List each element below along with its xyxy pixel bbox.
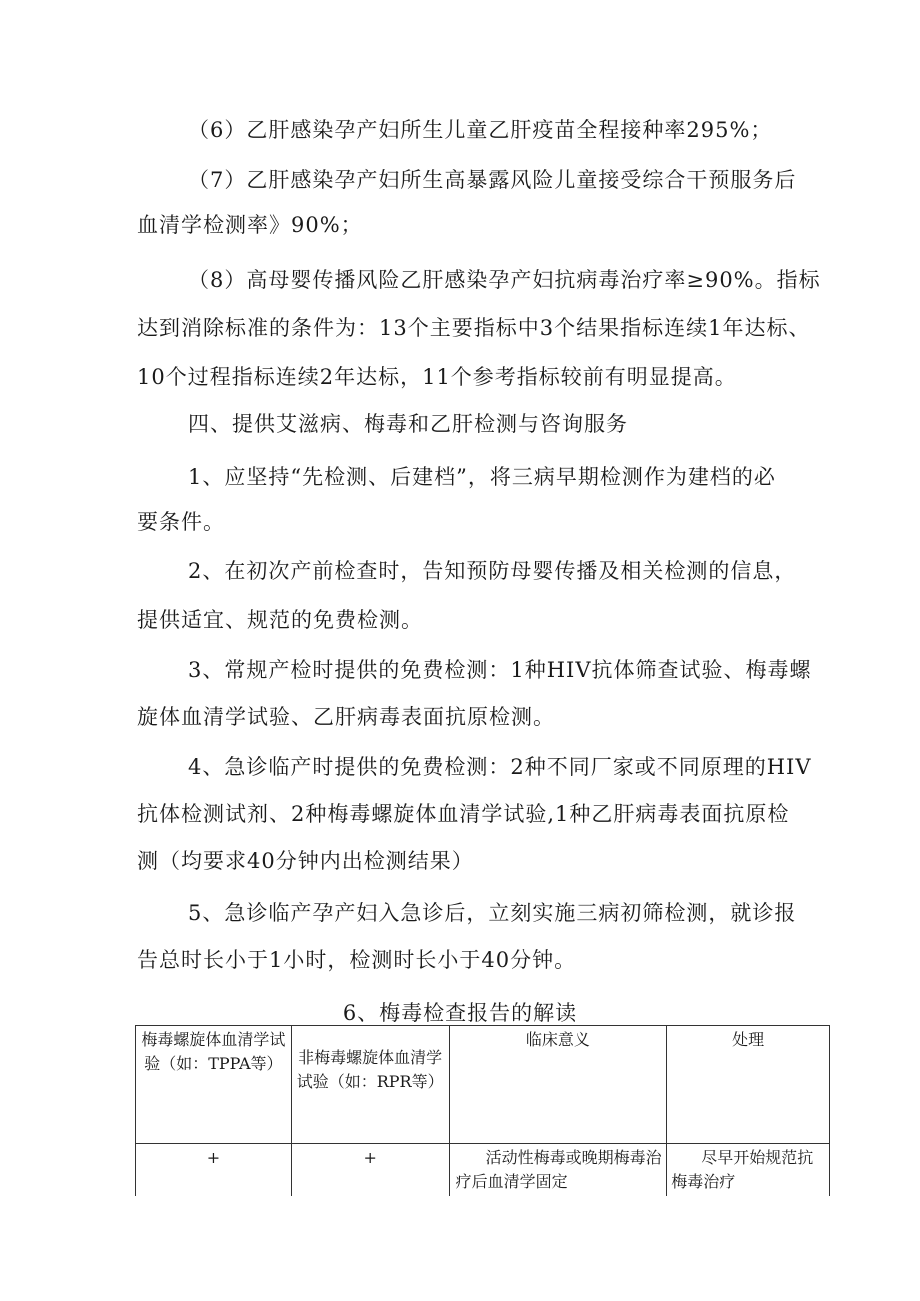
header-clinical-significance: 临床意义 <box>449 1026 667 1144</box>
item-5-line1: 5、急诊临产孕产妇入急诊后，立刻实施三病初筛检测，就诊报 <box>188 901 797 925</box>
item-4-line1: 4、急诊临产时提供的免费检测：2种不同厂家或不同原理的HIV <box>188 755 812 779</box>
paragraph-7-line1: （7）乙肝感染孕产妇所生高暴露风险儿童接受综合干预服务后 <box>188 168 797 192</box>
item-2-line1: 2、在初次产前检查时，告知预防母婴传播及相关检测的信息， <box>188 559 797 583</box>
paragraph-8-line2: 达到消除标准的条件为：13个主要指标中3个结果指标连续1年达标、 <box>137 316 811 340</box>
paragraph-6: （6）乙肝感染孕产妇所生儿童乙肝疫苗全程接种率295%； <box>188 118 773 142</box>
paragraph-8-line3: 10个过程指标连续2年达标，11个参考指标较前有明显提高。 <box>137 365 737 389</box>
cell-tp-result: + <box>136 1144 292 1197</box>
header-non-tp-test: 非梅毒螺旋体血清学试验（如：RPR等） <box>291 1026 449 1144</box>
cell-clinical-significance: 活动性梅毒或晚期梅毒治疗后血清学固定 <box>449 1144 667 1197</box>
item-4-line3: 测（均要求40分钟内出检测结果） <box>137 849 474 873</box>
item-1-line1: 1、应坚持“先检测、后建档”，将三病早期检测作为建档的必 <box>188 465 776 489</box>
item-1-line2: 要条件。 <box>137 510 225 534</box>
item-2-line2: 提供适宜、规范的免费检测。 <box>137 608 423 632</box>
item-3-line2: 旋体血清学试验、乙肝病毒表面抗原检测。 <box>137 705 555 729</box>
paragraph-7-line2: 血清学检测率》90%； <box>137 213 363 237</box>
section-heading-4: 四、提供艾滋病、梅毒和乙肝检测与咨询服务 <box>188 412 628 436</box>
item-4-line2: 抗体检测试剂、2种梅毒螺旋体血清学试验,1种乙肝病毒表面抗原检 <box>137 802 790 826</box>
syphilis-report-table <box>135 1025 830 1196</box>
item-3-line1: 3、常规产检时提供的免费检测：1种HIV抗体筛查试验、梅毒螺 <box>188 658 812 682</box>
cell-non-tp-result: + <box>291 1144 449 1197</box>
table-title: 6、梅毒检查报告的解读 <box>342 1001 578 1025</box>
table-header-row <box>136 1026 830 1144</box>
cell-treatment: 尽早开始规范抗梅毒治疗 <box>667 1144 830 1197</box>
header-tp-test: 梅毒螺旋体血清学试验（如：TPPA等） <box>136 1026 292 1144</box>
paragraph-8-line1: （8）高母婴传播风险乙肝感染孕产妇抗病毒治疗率≥90%。指标 <box>188 268 821 292</box>
item-5-line2: 告总时长小于1小时，检测时长小于40分钟。 <box>137 948 577 972</box>
table-row <box>136 1144 830 1197</box>
header-treatment: 处理 <box>667 1026 830 1144</box>
